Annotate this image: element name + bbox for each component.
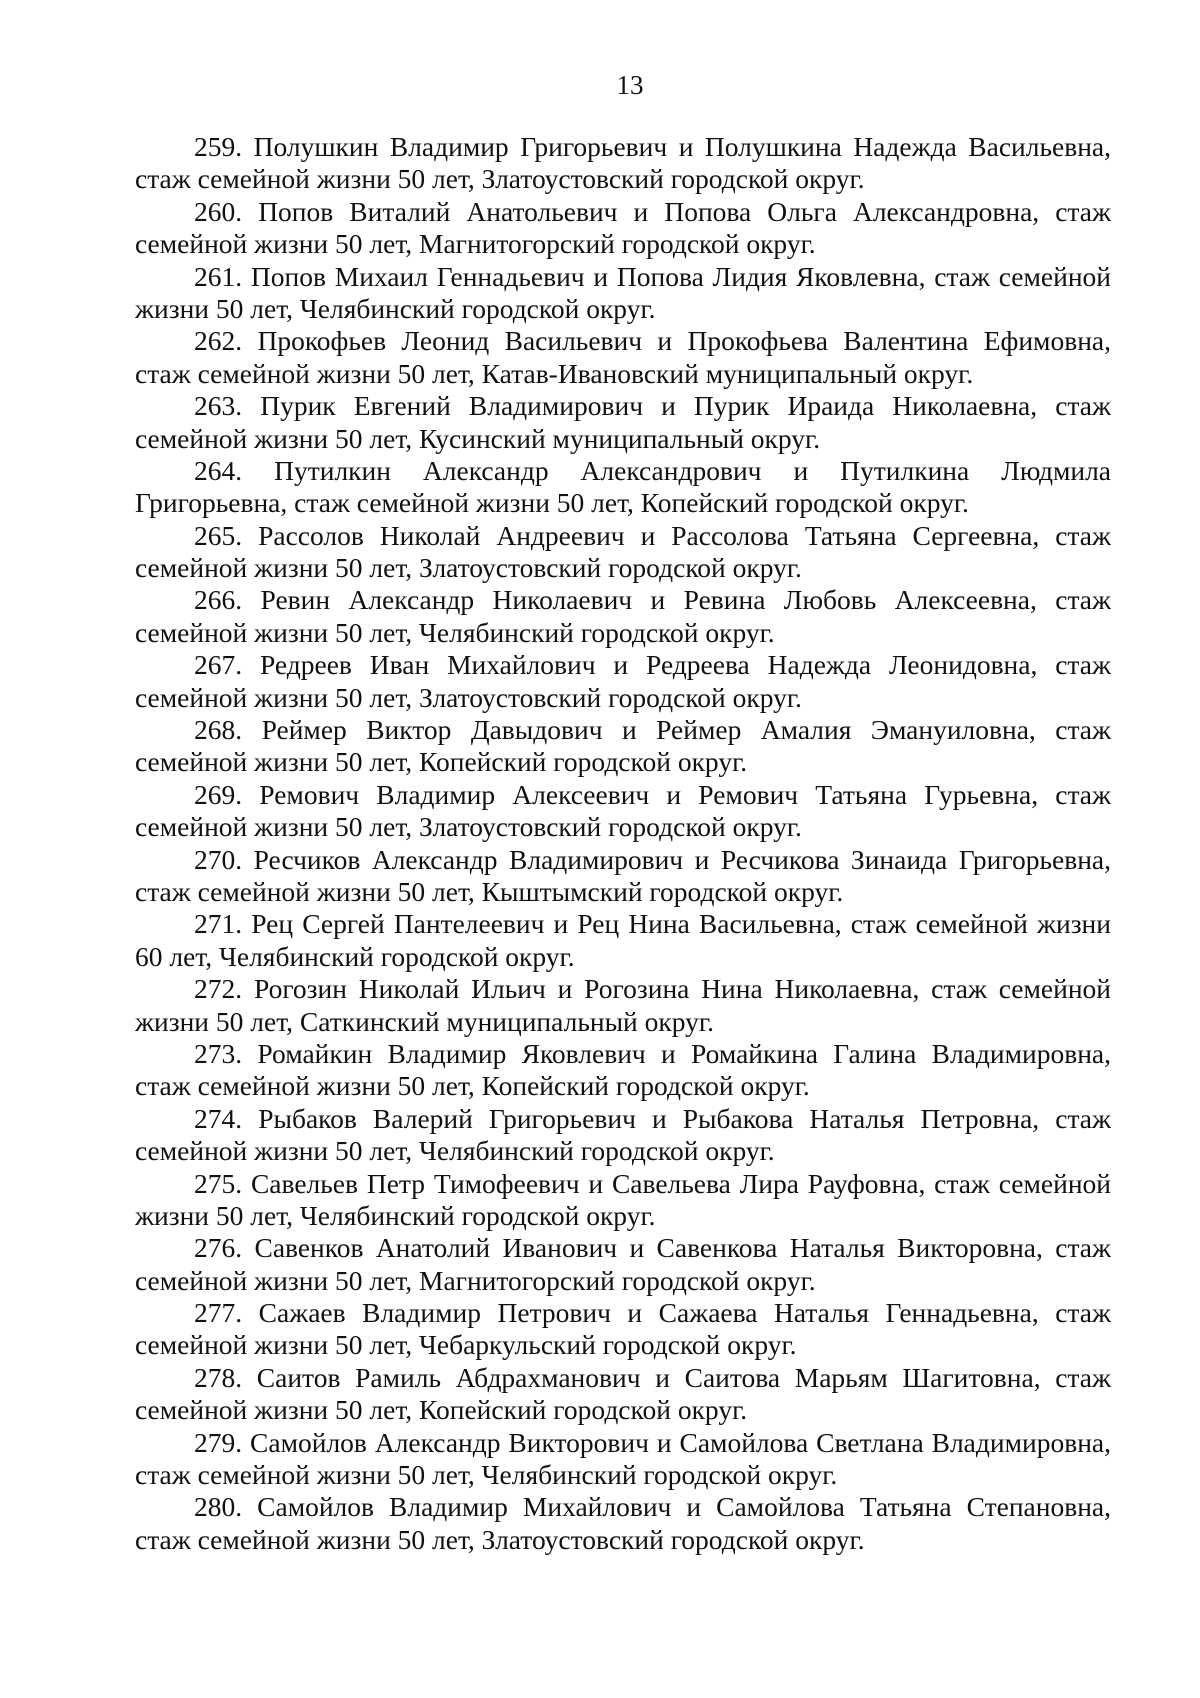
list-item (135, 1168, 1111, 1232)
entry-text: Рассолов Николай Андреевич и Рассолова Татьяна Сергеевна, стаж семейной жизни 50 лет, Златоустовский городской округ. (135, 519, 1111, 584)
list-item (135, 1297, 1111, 1361)
entry-text: Путилкин Александр Александрович и Путилкина Людмила Григорьевна, стаж семейной жизни 50 лет, Копейский городской округ. (135, 454, 1111, 519)
entry-number: 268. (194, 714, 243, 746)
list-item (135, 714, 1111, 778)
entry-number: 274. (194, 1102, 243, 1134)
entry-number: 266. (194, 584, 243, 616)
entry-text: Ремович Владимир Алексеевич и Ремович Татьяна Гурьевна, стаж семейной жизни 50 лет, Златоустовский городской округ. (135, 778, 1111, 843)
entry-text: Реймер Виктор Давыдович и Реймер Амалия Эмануиловна, стаж семейной жизни 50 лет, Копейский городской округ. (135, 714, 1111, 778)
entry-number: 260. (194, 195, 243, 227)
entry-number: 270. (194, 843, 243, 875)
list-item (135, 390, 1111, 454)
list-item (135, 1491, 1111, 1555)
entry-text: Самойлов Александр Викторович и Самойлова Светлана Владимировна, стаж семейной жизни 50 лет, Челябинский городской округ. (135, 1426, 1111, 1491)
list-item (135, 779, 1111, 843)
entry-number: 272. (194, 973, 243, 1005)
list-item (135, 1103, 1111, 1167)
entry-number: 261. (194, 260, 243, 292)
entry-number: 280. (194, 1491, 243, 1523)
entry-text: Савенков Анатолий Иванович и Савенкова Наталья Викторовна, стаж семейной жизни 50 лет, Магнитогорский городской округ. (135, 1232, 1111, 1296)
entry-number: 277. (194, 1297, 243, 1329)
list-item (135, 908, 1111, 972)
entry-number: 264. (194, 454, 243, 486)
entry-list (135, 131, 1111, 1556)
entry-text: Савельев Петр Тимофеевич и Савельева Лира Рауфовна, стаж семейной жизни 50 лет, Челябинский городской округ. (135, 1167, 1111, 1231)
list-item (135, 1362, 1111, 1426)
entry-number: 269. (194, 778, 243, 810)
entry-text: Попов Виталий Анатольевич и Попова Ольга Александровна, стаж семейной жизни 50 лет, Магнитогорский городской округ. (135, 195, 1111, 260)
entry-text: Саитов Рамиль Абдрахманович и Саитова Марьям Шагитовна, стаж семейной жизни 50 лет, Копейский городской округ. (135, 1361, 1111, 1426)
entry-text: Рыбаков Валерий Григорьевич и Рыбакова Наталья Петровна, стаж семейной жизни 50 лет, Челябинский городской округ. (135, 1102, 1111, 1167)
list-item (135, 844, 1111, 908)
entry-text: Ресчиков Александр Владимирович и Ресчикова Зинаида Григорьевна, стаж семейной жизни 50 лет, Кыштымский городской округ. (135, 843, 1111, 907)
entry-number: 265. (194, 519, 243, 551)
entry-number: 275. (194, 1167, 243, 1199)
list-item (135, 455, 1111, 519)
list-item (135, 325, 1111, 389)
list-item (135, 973, 1111, 1037)
entry-number: 278. (194, 1361, 243, 1393)
entry-number: 267. (194, 649, 243, 681)
entry-number: 273. (194, 1037, 243, 1069)
entry-number: 262. (194, 325, 243, 357)
entry-number: 259. (194, 131, 243, 162)
list-item (135, 584, 1111, 648)
entry-text: Редреев Иван Михайлович и Редреева Надежда Леонидовна, стаж семейной жизни 50 лет, Златоустовский городской округ. (135, 649, 1111, 713)
entry-text: Пурик Евгений Владимирович и Пурик Ираида Николаевна, стаж семейной жизни 50 лет, Кусинский муниципальный округ. (135, 390, 1111, 454)
entry-text: Ромайкин Владимир Яковлевич и Ромайкина Галина Владимировна, стаж семейной жизни 50 лет, Копейский городской округ. (135, 1037, 1111, 1102)
list-item (135, 131, 1111, 195)
entry-text: Попов Михаил Геннадьевич и Попова Лидия Яковлевна, стаж семейной жизни 50 лет, Челябинский городской округ. (135, 260, 1111, 324)
entry-text: Рец Сергей Пантелеевич и Рец Нина Васильевна, стаж семейной жизни 60 лет, Челябинский городской округ. (135, 908, 1111, 972)
entry-text: Полушкин Владимир Григорьевич и Полушкина Надежда Васильевна, стаж семейной жизни 50 лет, Златоустовский городской округ. (135, 131, 1111, 195)
entry-text: Прокофьев Леонид Васильевич и Прокофьева Валентина Ефимовна, стаж семейной жизни 50 лет, Катав-Ивановский муниципальный округ. (135, 325, 1111, 389)
list-item (135, 1427, 1111, 1491)
list-item (135, 261, 1111, 325)
entry-text: Сажаев Владимир Петрович и Сажаева Наталья Геннадьевна, стаж семейной жизни 50 лет, Чебаркульский городской округ. (135, 1297, 1111, 1361)
entry-text: Рогозин Николай Ильич и Рогозина Нина Николаевна, стаж семейной жизни 50 лет, Саткинский муниципальный округ. (135, 973, 1111, 1037)
entry-number: 279. (194, 1426, 243, 1458)
list-item (135, 1232, 1111, 1296)
list-item (135, 649, 1111, 713)
list-item (135, 520, 1111, 584)
entry-text: Самойлов Владимир Михайлович и Самойлова Татьяна Степановна, стаж семейной жизни 50 лет, Златоустовский городской округ. (135, 1491, 1111, 1555)
entry-number: 276. (194, 1232, 243, 1264)
entry-number: 271. (194, 908, 243, 940)
entry-number: 263. (194, 390, 243, 422)
entry-text: Ревин Александр Николаевич и Ревина Любовь Алексеевна, стаж семейной жизни 50 лет, Челябинский городской округ. (135, 584, 1111, 648)
list-item (135, 1038, 1111, 1102)
list-item (135, 196, 1111, 260)
page-number: 13 (616, 70, 644, 100)
